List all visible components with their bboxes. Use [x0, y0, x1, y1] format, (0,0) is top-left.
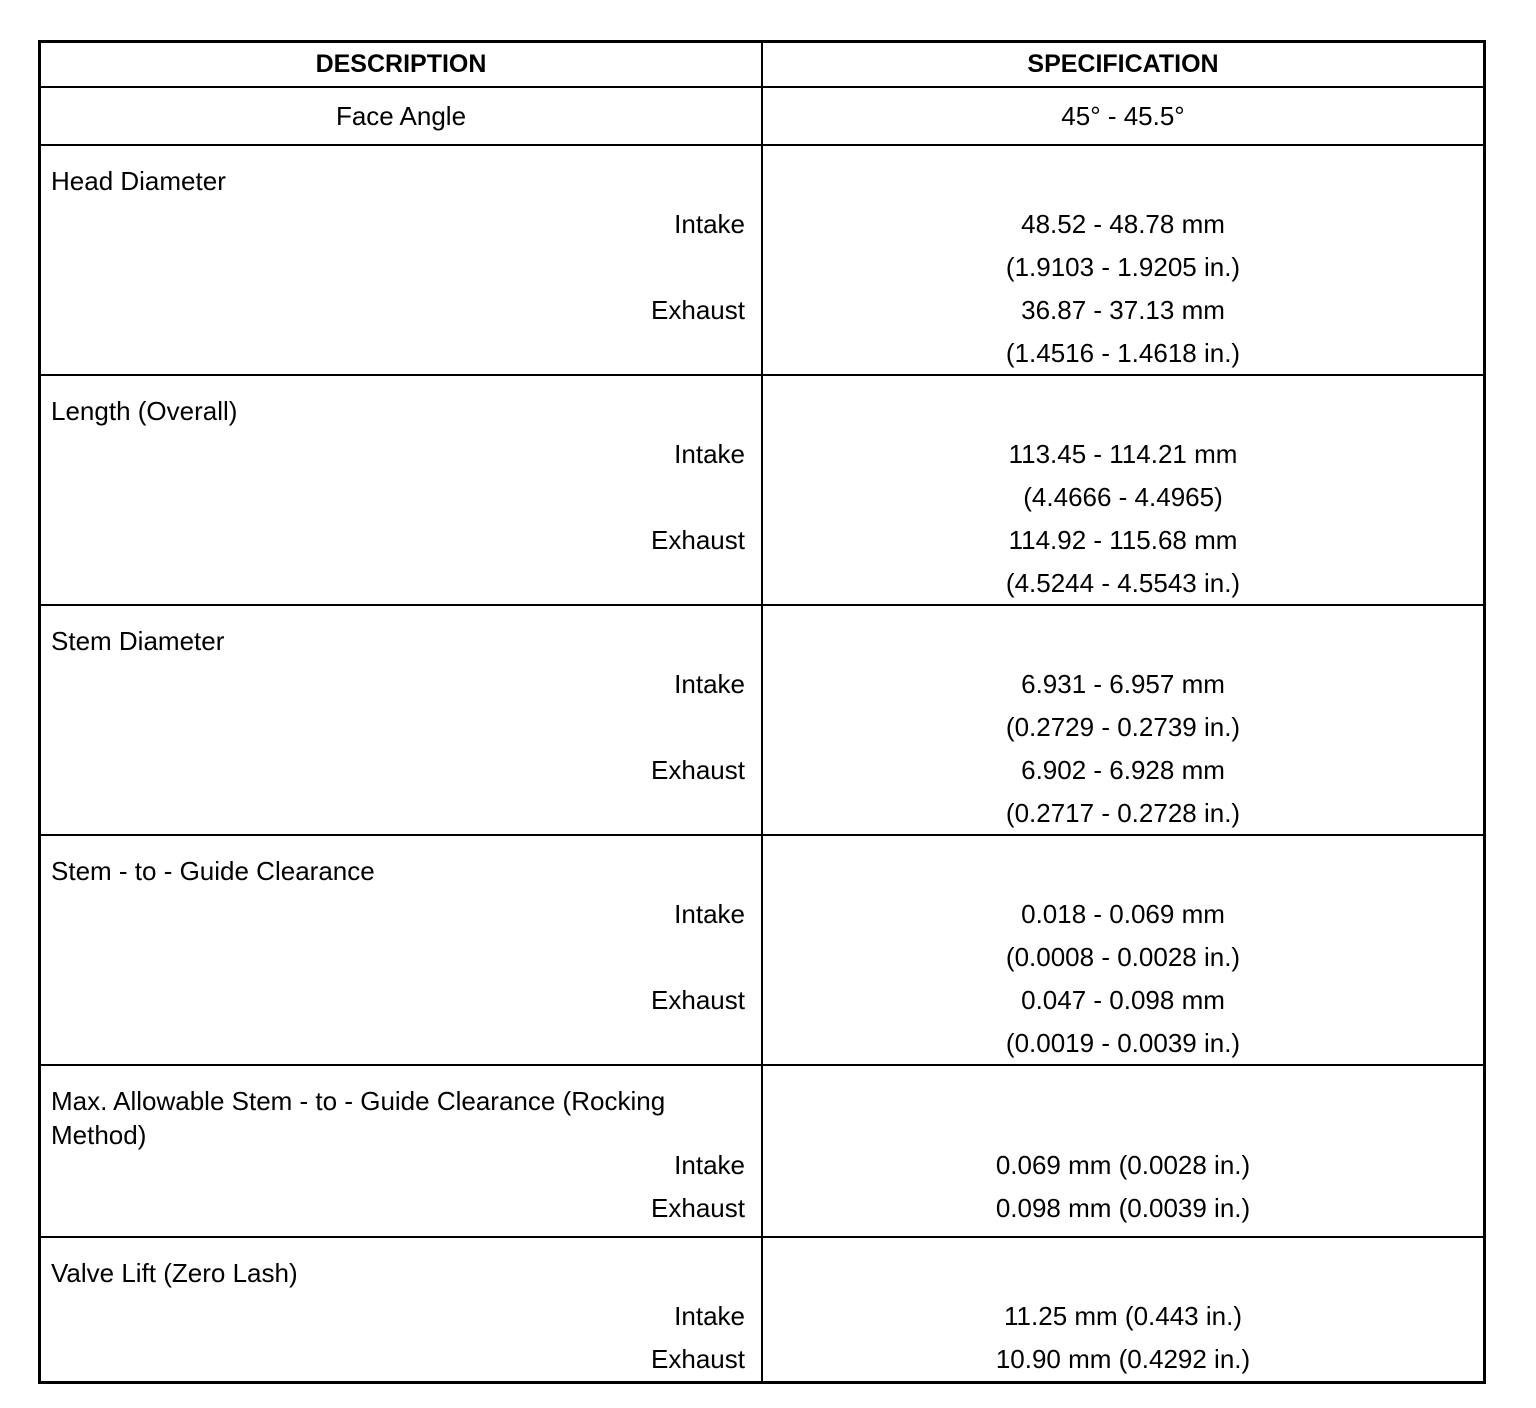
specification-cell	[763, 1066, 1483, 1236]
spacer	[763, 160, 1483, 203]
exhaust-value-mm: 36.87 - 37.13 mm	[1021, 295, 1225, 325]
spacer	[41, 476, 761, 519]
exhaust-label: Exhaust	[651, 755, 745, 785]
intake-value-mm: 113.45 - 114.21 mm	[1008, 439, 1238, 469]
face-angle-row	[41, 88, 1483, 146]
intake-label: Intake	[674, 439, 745, 469]
exhaust-value-in: (0.0019 - 0.0039 in.)	[1005, 1028, 1241, 1058]
intake-label: Intake	[674, 1301, 745, 1331]
spacer	[41, 332, 761, 375]
specification-column-header: SPECIFICATION	[1027, 50, 1219, 78]
spacer	[41, 246, 761, 289]
spacer	[41, 706, 761, 749]
exhaust-value-mm: 114.92 - 115.68 mm	[1008, 525, 1238, 555]
length-overall-section	[41, 376, 1483, 606]
intake-value: 0.069 mm (0.0028 in.)	[995, 1150, 1251, 1180]
description-cell	[41, 146, 763, 374]
spacer	[763, 1252, 1483, 1295]
section-title: Length (Overall)	[51, 396, 238, 426]
specification-cell	[763, 1238, 1483, 1381]
exhaust-value-mm: 6.902 - 6.928 mm	[1021, 755, 1225, 785]
intake-label: Intake	[674, 1150, 745, 1180]
spacer	[41, 562, 761, 605]
description-cell	[41, 836, 763, 1064]
intake-value: 11.25 mm (0.443 in.)	[1004, 1301, 1242, 1331]
section-title: Stem Diameter	[51, 626, 225, 656]
intake-value-in: (0.0008 - 0.0028 in.)	[1005, 942, 1241, 972]
exhaust-label: Exhaust	[651, 525, 745, 555]
exhaust-value-in: (4.5244 - 4.5543 in.)	[1005, 568, 1241, 598]
section-title: Stem - to - Guide Clearance	[51, 856, 375, 886]
intake-label: Intake	[674, 669, 745, 699]
head-diameter-section	[41, 146, 1483, 376]
spacer	[41, 792, 761, 835]
description-cell	[41, 376, 763, 604]
stem-guide-clearance-section	[41, 836, 1483, 1066]
description-column-header: DESCRIPTION	[41, 43, 763, 86]
section-title: Valve Lift (Zero Lash)	[51, 1258, 298, 1288]
spacer	[763, 1066, 1483, 1144]
specification-cell	[763, 376, 1483, 604]
intake-value-in: (0.2729 - 0.2739 in.)	[1005, 712, 1241, 742]
intake-value-in: (1.9103 - 1.9205 in.)	[1005, 252, 1241, 282]
exhaust-value-in: (0.2717 - 0.2728 in.)	[1005, 798, 1241, 828]
intake-value-in: (4.4666 - 4.4965)	[1023, 482, 1223, 512]
valve-spec-table	[38, 40, 1486, 1384]
description-cell	[41, 1066, 763, 1236]
exhaust-label: Exhaust	[651, 1193, 745, 1223]
intake-label: Intake	[674, 209, 745, 239]
max-allowable-clearance-section	[41, 1066, 1483, 1238]
face-angle-label: Face Angle	[41, 88, 763, 144]
exhaust-label: Exhaust	[651, 295, 745, 325]
description-cell	[41, 1238, 763, 1381]
spacer	[763, 390, 1483, 433]
stem-diameter-section	[41, 606, 1483, 836]
exhaust-label: Exhaust	[651, 1344, 745, 1374]
spacer	[41, 936, 761, 979]
section-title: Max. Allowable Stem - to - Guide Clearance (Rocking Method)	[51, 1086, 666, 1150]
exhaust-label: Exhaust	[651, 985, 745, 1015]
description-cell	[41, 606, 763, 834]
valve-lift-section	[41, 1238, 1483, 1381]
face-angle-value: 45° - 45.5°	[1061, 101, 1185, 131]
specification-cell	[763, 146, 1483, 374]
spacer	[763, 850, 1483, 893]
intake-value-mm: 48.52 - 48.78 mm	[1021, 209, 1225, 239]
exhaust-value: 0.098 mm (0.0039 in.)	[995, 1193, 1251, 1223]
intake-value-mm: 0.018 - 0.069 mm	[1021, 899, 1225, 929]
specification-cell	[763, 606, 1483, 834]
spacer	[763, 620, 1483, 663]
intake-value-mm: 6.931 - 6.957 mm	[1021, 669, 1225, 699]
exhaust-value-mm: 0.047 - 0.098 mm	[1021, 985, 1225, 1015]
spacer	[41, 1022, 761, 1065]
exhaust-value-in: (1.4516 - 1.4618 in.)	[1005, 338, 1241, 368]
exhaust-value: 10.90 mm (0.4292 in.)	[995, 1344, 1251, 1374]
table-header-row	[41, 43, 1483, 88]
specification-cell	[763, 836, 1483, 1064]
intake-label: Intake	[674, 899, 745, 929]
section-title: Head Diameter	[51, 166, 226, 196]
